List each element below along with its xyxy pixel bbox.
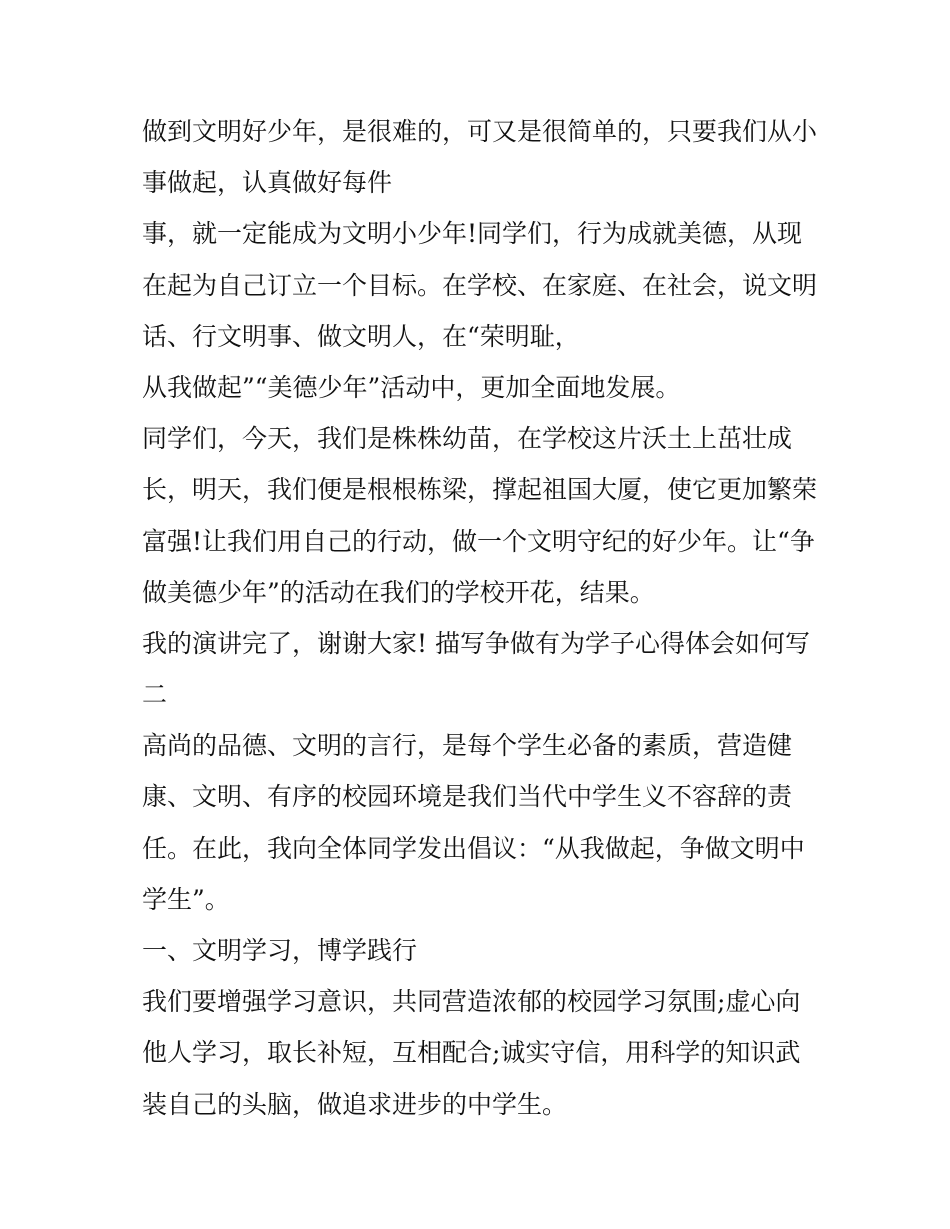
text-line: 同学们，今天，我们是株株幼苗，在学校这片沃土上茁壮成 xyxy=(142,424,793,454)
text-line: 富强!让我们用自己的行动，做一个文明守纪的好少年。让“争 xyxy=(142,526,815,556)
text-line: 话、行文明事、做文明人，在“荣明耻， xyxy=(142,321,580,351)
text-line: 长，明天，我们便是根根栋梁，撑起祖国大厦，使它更加繁荣 xyxy=(142,475,818,505)
text-line: 做美德少年”的活动在我们的学校开花，结果。 xyxy=(142,577,655,607)
text-line: 我的演讲完了，谢谢大家! 描写争做有为学子心得体会如何写 xyxy=(142,628,810,658)
text-line: 在起为自己订立一个目标。在学校、在家庭、在社会，说文明 xyxy=(142,270,818,300)
text-line: 他人学习，取长补短，互相配合;诚实守信，用科学的知识武 xyxy=(142,1038,801,1068)
text-line: 学生”。 xyxy=(142,884,230,914)
text-line: 高尚的品德、文明的言行，是每个学生必备的素质，营造健 xyxy=(142,731,793,761)
text-line: 事，就一定能成为文明小少年!同学们，行为成就美德，从现 xyxy=(142,219,803,249)
text-line: 事做起，认真做好每件 xyxy=(142,168,393,198)
text-line: 任。在此，我向全体同学发出倡议：“从我做起，争做文明中 xyxy=(142,833,805,863)
text-line: 做到文明好少年，是很难的，可又是很简单的，只要我们从小 xyxy=(142,117,818,146)
text-line: 从我做起”“美德少年”活动中，更加全面地发展。 xyxy=(142,372,681,402)
text-line: 我们要增强学习意识，共同营造浓郁的校园学习氛围;虚心向 xyxy=(142,987,801,1017)
section-number: 二 xyxy=(142,680,168,710)
section-heading: 一、文明学习，博学践行 xyxy=(142,936,418,965)
text-line: 康、文明、有序的校园环境是我们当代中学生义不容辞的责 xyxy=(142,782,793,812)
text-line: 装自己的头脑，做追求进步的中学生。 xyxy=(142,1089,568,1119)
body-text xyxy=(142,106,822,1130)
